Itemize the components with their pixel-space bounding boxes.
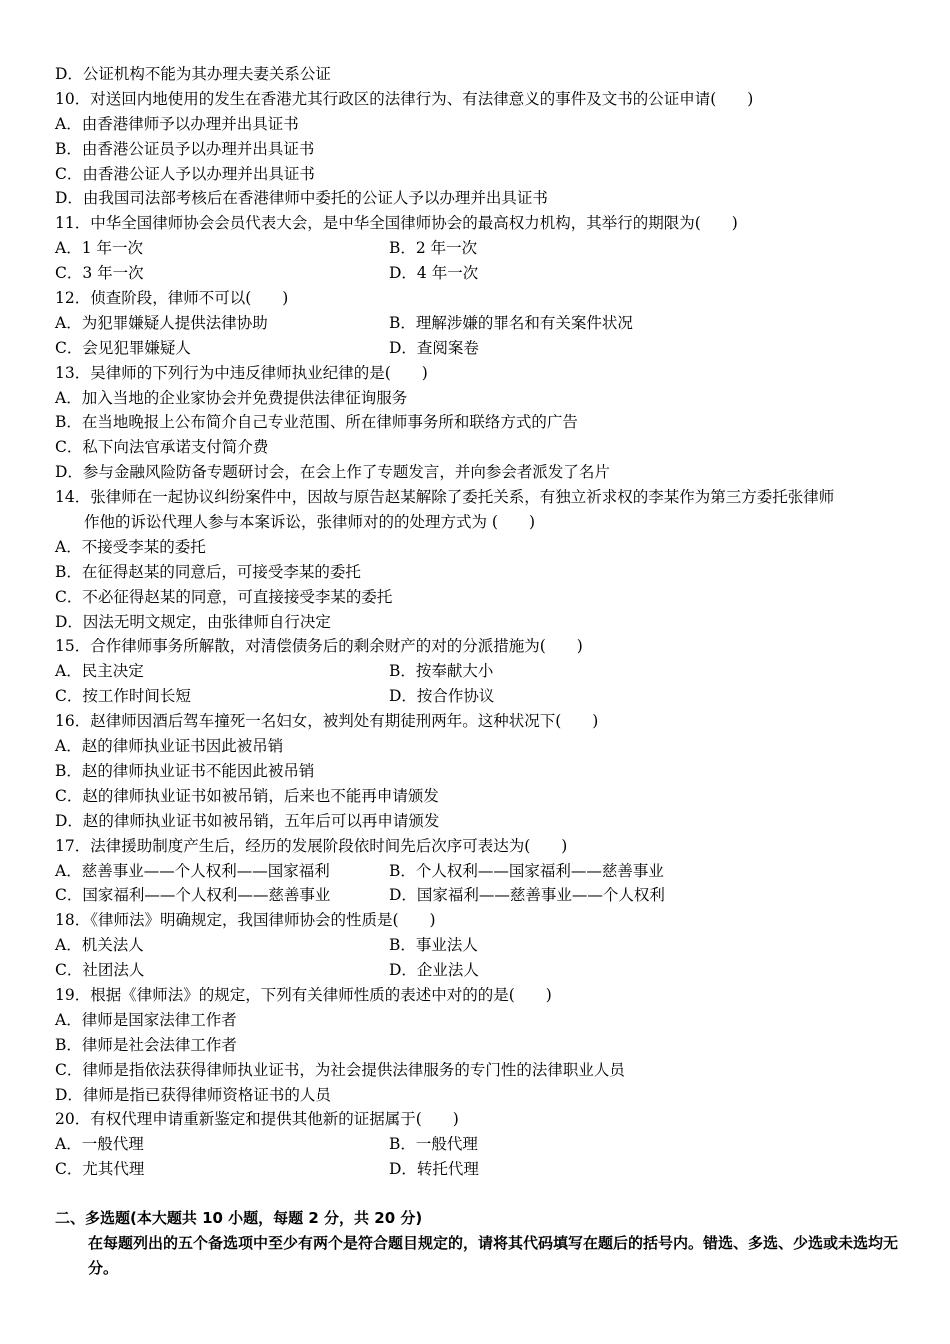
section-instructions: 在每题列出的五个备选项中至少有两个是符合题目规定的，请将其代码填写在题后的括号内。错选、多选、少选或未选均无分。 [88, 1234, 899, 1278]
option-c: C．按工作时间长短 [55, 687, 191, 706]
option-d: D．转托代理 [389, 1160, 479, 1179]
question-11 [55, 211, 900, 286]
option-c: C．律师是指依法获得律师执业证书，为社会提供法律服务的专门性的法律职业人员 [55, 1060, 625, 1079]
option-c: C．由香港公证人予以办理并出具证书 [55, 164, 315, 183]
exam-page [55, 62, 900, 1281]
option-row [55, 958, 900, 983]
option-b: B．2 年一次 [389, 239, 478, 258]
option-a: A．1 年一次 [55, 239, 143, 258]
question-12 [55, 286, 900, 361]
question-stem: 16．赵律师因酒后驾车撞死一名妇女，被判处有期徒刑两年。这种状况下( ) [55, 712, 599, 731]
option-a: A．由香港律师予以办理并出具证书 [55, 114, 299, 133]
option-row [55, 261, 900, 286]
option-row [55, 236, 900, 261]
option-c: C．尤其代理 [55, 1160, 145, 1179]
option-row [55, 933, 900, 958]
question-17 [55, 834, 900, 909]
option-a: A．机关法人 [55, 936, 144, 955]
question-stem: 13．吴律师的下列行为中违反律师执业纪律的是( ) [55, 363, 428, 382]
question-18 [55, 908, 900, 983]
option-row [55, 311, 900, 336]
section-title: 二、多选题(本大题共 10 小题，每题 2 分，共 20 分) [55, 1209, 423, 1228]
option-d: D．企业法人 [389, 961, 479, 980]
option-b: B．在当地晚报上公布简介自己专业范围、所在律师事务所和联络方式的广告 [55, 413, 578, 432]
option-c: C．国家福利——个人权利——慈善事业 [55, 886, 331, 905]
question-14 [55, 485, 900, 634]
option-b: B．理解涉嫌的罪名和有关案件状况 [389, 313, 633, 332]
option-d: D．4 年一次 [389, 264, 479, 283]
question-stem: 19．根据《律师法》的规定，下列有关律师性质的表述中对的的是( ) [55, 985, 552, 1004]
question-15 [55, 634, 900, 709]
option-a: A．慈善事业——个人权利——国家福利 [55, 861, 330, 880]
option-a: A．律师是国家法律工作者 [55, 1010, 237, 1029]
option-b: B．事业法人 [389, 936, 478, 955]
option-a: A．一般代理 [55, 1135, 144, 1154]
option-c: C．私下向法官承诺支付简介费 [55, 438, 269, 457]
question-stem: 18．《律师法》明确规定，我国律师协会的性质是( ) [55, 911, 436, 930]
option-d: D．因法无明文规定，由张律师自行决定 [55, 612, 331, 631]
option-d: D．查阅案卷 [389, 338, 479, 357]
option-c: C．社团法人 [55, 961, 145, 980]
option-row [55, 1132, 900, 1157]
option-row [55, 859, 900, 884]
option-row [55, 1157, 900, 1182]
option-c: C．会见犯罪嫌疑人 [55, 338, 191, 357]
option-b: B．在征得赵某的同意后，可接受李某的委托 [55, 562, 361, 581]
question-16 [55, 709, 900, 833]
option-a: A．不接受李某的委托 [55, 537, 206, 556]
option-b: B．由香港公证员予以办理并出具证书 [55, 139, 315, 158]
option-b: B．赵的律师执业证书不能因此被吊销 [55, 761, 315, 780]
option-d: D．国家福利——慈善事业——个人权利 [389, 886, 665, 905]
option-row [55, 883, 900, 908]
option-row [55, 684, 900, 709]
question-stem: 20．有权代理申请重新鉴定和提供其他新的证据属于( ) [55, 1110, 459, 1129]
option-row [55, 336, 900, 361]
option-a: A．为犯罪嫌疑人提供法律协助 [55, 313, 268, 332]
question-stem: 10．对送回内地使用的发生在香港尤其行政区的法律行为、有法律意义的事件及文书的公证申请( ) [55, 89, 754, 108]
option-d: D．赵的律师执业证书如被吊销，五年后可以再申请颁发 [55, 811, 440, 830]
option-d: D．按合作协议 [389, 687, 495, 706]
question-10 [55, 87, 900, 211]
question-stem: 14．张律师在一起协议纠纷案件中，因故与原告赵某解除了委托关系，有独立祈求权的李某作为第三方委托张律师 [55, 488, 835, 507]
question-19 [55, 983, 900, 1107]
option-a: A．民主决定 [55, 662, 144, 681]
option-b: B．律师是社会法律工作者 [55, 1035, 237, 1054]
option-line: D．公证机构不能为其办理夫妻关系公证 [55, 65, 331, 83]
option-b: B．一般代理 [389, 1135, 478, 1154]
option-a: A．赵的律师执业证书因此被吊销 [55, 737, 284, 756]
option-c: C．3 年一次 [55, 264, 144, 283]
question-stem: 11．中华全国律师协会会员代表大会，是中华全国律师协会的最高权力机构，其举行的期限为( ) [55, 214, 738, 233]
option-row [55, 659, 900, 684]
question-stem-continued: 作他的诉讼代理人参与本案诉讼，张律师对的的处理方式为 ( ) [84, 513, 536, 532]
option-d: D．律师是指已获得律师资格证书的人员 [55, 1085, 331, 1104]
section-multiple-choice [55, 1206, 900, 1281]
option-b: B．按奉献大小 [389, 662, 494, 681]
option-b: B．个人权利——国家福利——慈善事业 [389, 861, 664, 880]
option-c: C．不必征得赵某的同意，可直接接受李某的委托 [55, 587, 393, 606]
option-c: C．赵的律师执业证书如被吊销，后来也不能再申请颁发 [55, 786, 439, 805]
option-a: A．加入当地的企业家协会并免费提供法律征询服务 [55, 388, 408, 407]
question-13 [55, 361, 900, 485]
question-20 [55, 1107, 900, 1182]
option-d: D．由我国司法部考核后在香港律师中委托的公证人予以办理并出具证书 [55, 189, 548, 208]
option-d: D．参与金融风险防备专题研讨会，在会上作了专题发言，并向参会者派发了名片 [55, 463, 610, 482]
question-stem: 17．法律援助制度产生后，经历的发展阶段依时间先后次序可表达为( ) [55, 836, 568, 855]
question-stem: 15．合作律师事务所解散，对清偿债务后的剩余财产的对的分派措施为( ) [55, 637, 583, 656]
question-stem: 12．侦查阶段，律师不可以( ) [55, 289, 289, 308]
